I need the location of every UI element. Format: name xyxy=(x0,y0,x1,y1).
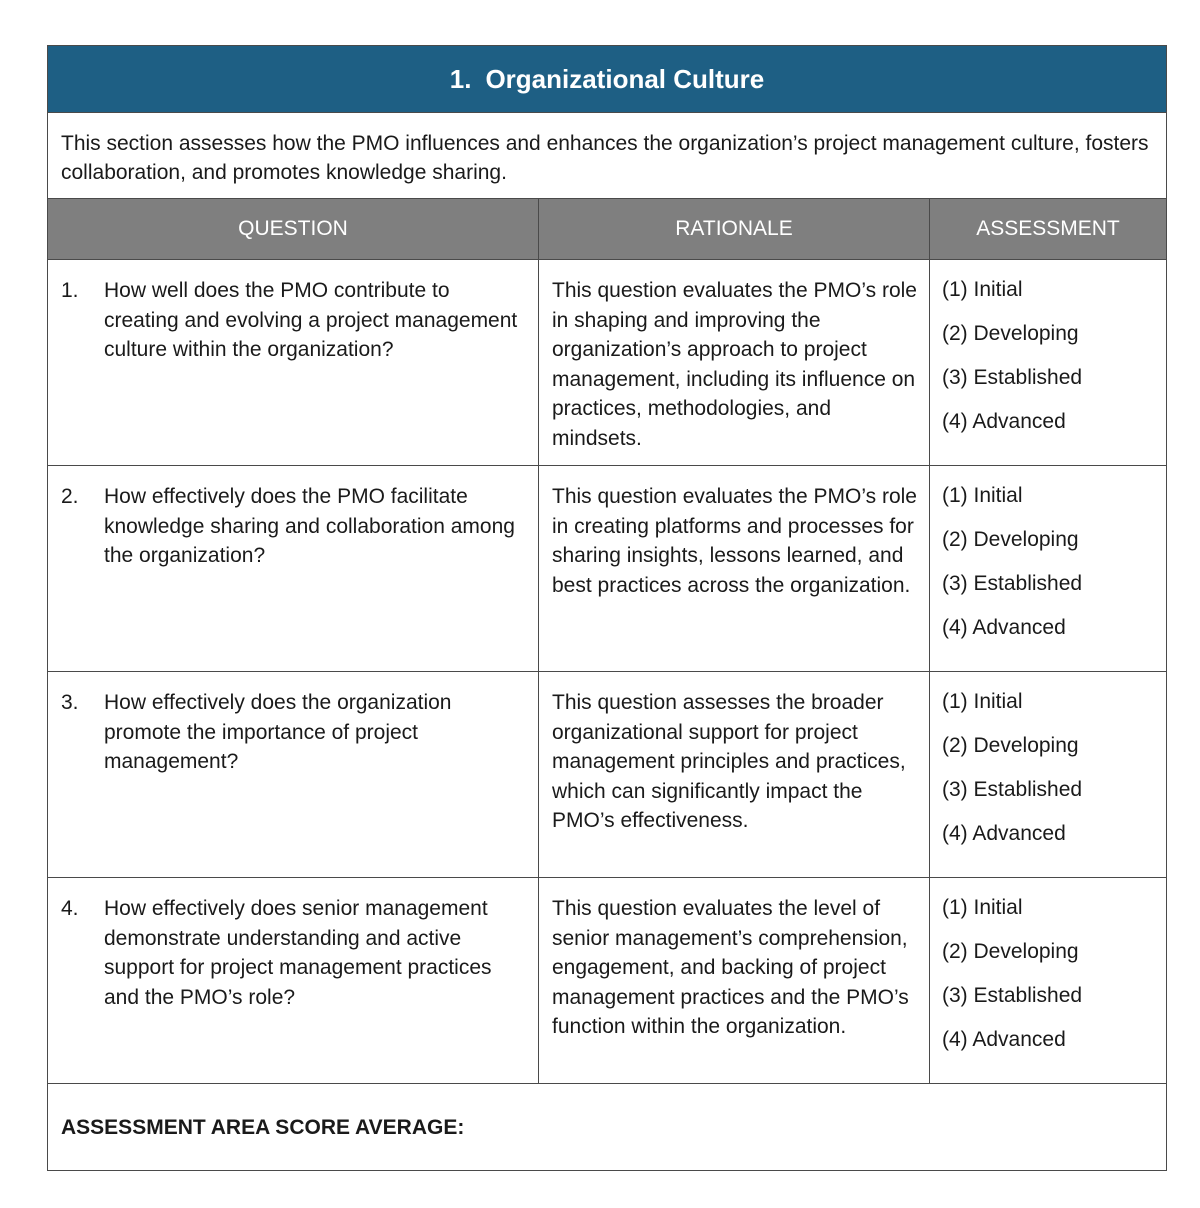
option-advanced[interactable]: (4) Advanced xyxy=(942,616,1066,639)
question-cell xyxy=(48,878,539,1083)
question-cell xyxy=(48,672,539,877)
option-initial[interactable]: (1) Initial xyxy=(942,484,1023,507)
assessment-cell xyxy=(930,878,1166,1083)
question-number: 2. xyxy=(61,485,79,508)
question-cell xyxy=(48,466,539,671)
question-text: How effectively does the PMO facilitate knowledge sharing and collaboration among the organization? xyxy=(104,485,515,567)
table-row xyxy=(48,672,1166,878)
assessment-cell xyxy=(930,466,1166,671)
option-established[interactable]: (3) Established xyxy=(942,984,1083,1007)
section-title xyxy=(48,46,1166,113)
question-number: 1. xyxy=(61,279,79,302)
table-header xyxy=(48,199,1166,260)
section-number: 1. xyxy=(449,63,472,94)
option-initial[interactable]: (1) Initial xyxy=(942,690,1023,713)
table-row xyxy=(48,466,1166,672)
header-question: QUESTION xyxy=(48,199,539,259)
rationale-cell: This question evaluates the level of senior management’s comprehension, engagement, and backing of project management practices and the PMO’s function within the organization. xyxy=(539,878,930,1083)
assessment-cell xyxy=(930,672,1166,877)
option-developing[interactable]: (2) Developing xyxy=(942,734,1079,757)
rationale-cell: This question assesses the broader organizational support for project management principles and practices, which can significantly impact the PMO’s effectiveness. xyxy=(539,672,930,877)
option-advanced[interactable]: (4) Advanced xyxy=(942,410,1066,433)
table-row xyxy=(48,878,1166,1084)
rationale-cell: This question evaluates the PMO’s role in shaping and improving the organization’s approach to project management, including its influence on practices, methodologies, and mindsets. xyxy=(539,260,930,465)
option-initial[interactable]: (1) Initial xyxy=(942,896,1023,919)
question-text: How effectively does senior management demonstrate understanding and active support for project management practices and the PMO’s role? xyxy=(104,897,492,1009)
option-initial[interactable]: (1) Initial xyxy=(942,278,1023,301)
assessment-table xyxy=(47,45,1167,1171)
table-row xyxy=(48,260,1166,466)
question-text: How effectively does the organization promote the importance of project management? xyxy=(104,691,452,773)
section-title-text: Organizational Culture xyxy=(485,63,765,94)
assessment-cell xyxy=(930,260,1166,465)
score-average-label: ASSESSMENT AREA SCORE AVERAGE: xyxy=(61,1116,465,1139)
question-cell xyxy=(48,260,539,465)
option-advanced[interactable]: (4) Advanced xyxy=(942,1028,1066,1051)
option-established[interactable]: (3) Established xyxy=(942,366,1083,389)
question-number: 3. xyxy=(61,691,79,714)
header-assessment: ASSESSMENT xyxy=(976,217,1120,240)
option-established[interactable]: (3) Established xyxy=(942,778,1083,801)
option-established[interactable]: (3) Established xyxy=(942,572,1083,595)
rationale-cell: This question evaluates the PMO’s role in creating platforms and processes for sharing insights, lessons learned, and best practices across the organization. xyxy=(539,466,930,671)
option-advanced[interactable]: (4) Advanced xyxy=(942,822,1066,845)
question-number: 4. xyxy=(61,897,79,920)
header-rationale: RATIONALE xyxy=(539,199,930,259)
option-developing[interactable]: (2) Developing xyxy=(942,940,1079,963)
section-description: This section assesses how the PMO influences and enhances the organization’s project management culture, fosters collaboration, and promotes knowledge sharing. xyxy=(48,113,1166,199)
option-developing[interactable]: (2) Developing xyxy=(942,322,1079,345)
option-developing[interactable]: (2) Developing xyxy=(942,528,1079,551)
question-text: How well does the PMO contribute to creating and evolving a project management culture within the organization? xyxy=(104,279,518,361)
